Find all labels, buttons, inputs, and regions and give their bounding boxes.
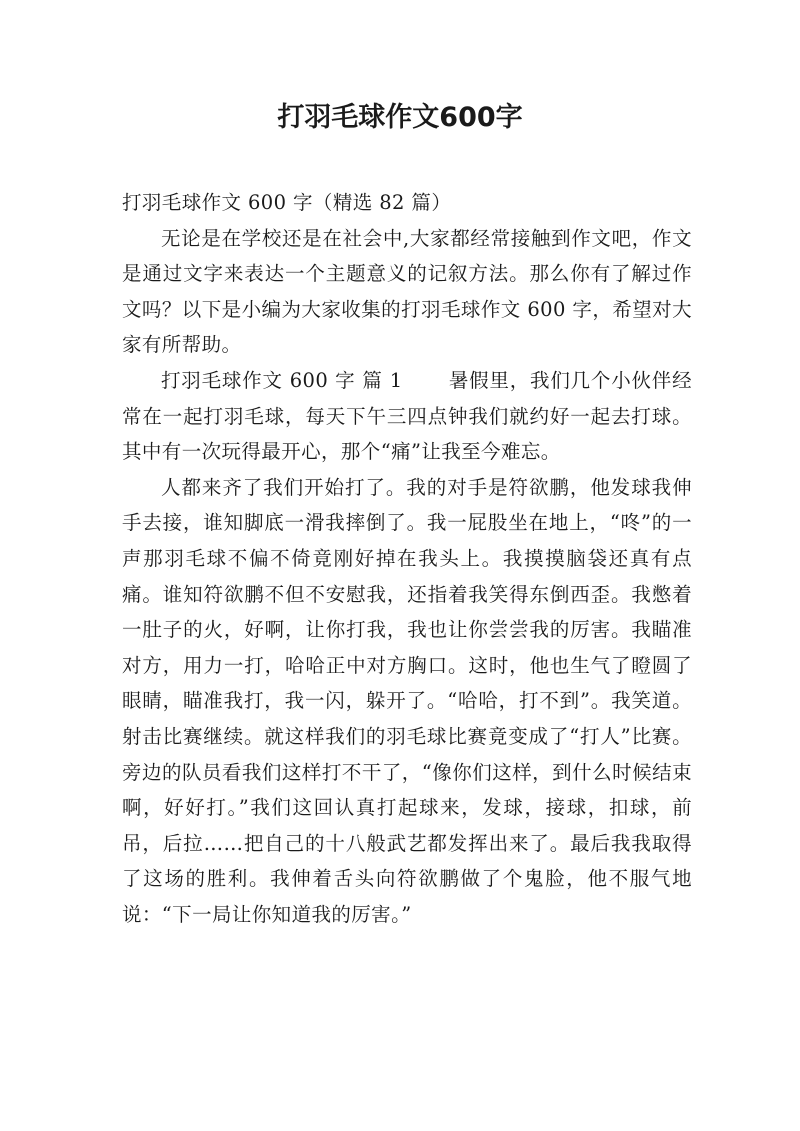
story-paragraph: 人都来齐了我们开始打了。我的对手是符欲鹏，他发球我伸手去接，谁知脚底一滑我摔倒了。我一屁股坐在地上，“咚”的一声那羽毛球不偏不倚竟刚好掉在我头上。我摸摸脑袋还真有点痛。谁知符欲鹏不但不安慰我，还指着我笑得东倒西歪。我憋着一肚子的火，好啊，让你打我，我也让你尝尝我的厉害。我瞄准对方，用力一打，哈哈正中对方胸口。这时，他也生气了瞪圆了眼睛，瞄准我打，我一闪，躲开了。“哈哈，打不到”。我笑道。射击比赛继续。就这样我们的羽毛球比赛竟变成了“打人”比赛。旁边的队员看我们这样打不干了，“像你们这样，到什么时候结束啊，好好打。”我们这回认真打起球来，发球，接球，扣球，前吊，后拉……把自己的十八般武艺都发挥出来了。最后我我取得了这场的胜利。我伸着舌头向符欲鹏做了个鬼脸，他不服气地说：“下一局让你知道我的厉害。”	[122, 475, 692, 926]
document-title: 打羽毛球作文600字	[277, 102, 523, 133]
intro-paragraph: 无论是在学校还是在社会中,大家都经常接触到作文吧，作文是通过文字来表达一个主题意义的记叙方法。那么你有了解过作文吗？以下是小编为大家收集的打羽毛球作文 600 字，希望对大家有所帮助。	[122, 226, 692, 357]
document-subtitle: 打羽毛球作文 600 字（精选 82 篇）	[122, 191, 452, 214]
section-paragraph	[122, 363, 692, 470]
document-body	[122, 185, 692, 932]
section-heading: 打羽毛球作文 600 字 篇 1	[161, 368, 403, 392]
section-paragraph-text: 暑假里，我们几个小伙伴经常在一起打羽毛球，每天下午三四点钟我们就约好一起去打球。其中有一次玩得最开心，那个“痛”让我至今难忘。	[122, 368, 692, 464]
